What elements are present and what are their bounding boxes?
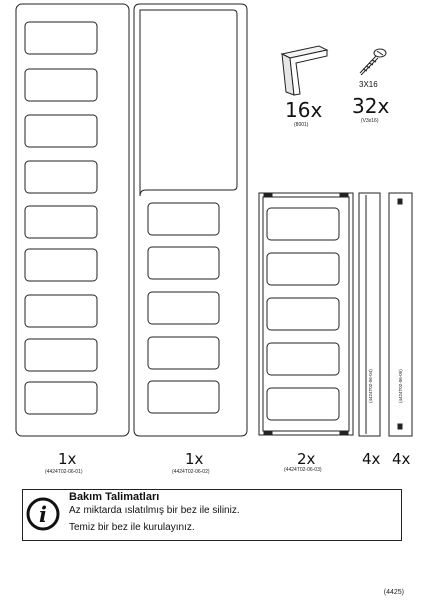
angle-bracket-code: (8001): [294, 122, 309, 128]
panel-left-quantity: 1x: [58, 450, 77, 468]
panel-left-code: (4424T02-06-01): [45, 469, 83, 475]
rail-a-quantity: 4x: [362, 450, 381, 468]
door-panel-code: (4424T02-06-03): [284, 467, 322, 473]
panel-left-drawing: [16, 4, 129, 436]
panel-right-quantity: 1x: [185, 450, 204, 468]
angle-bracket-quantity: 16x: [285, 98, 323, 122]
angle-bracket-icon: [282, 46, 327, 95]
door-panel-quantity: 2x: [297, 450, 316, 468]
care-line-1: Az miktarda ıslatılmış bir bez ile siliniz.: [69, 505, 240, 516]
screw-size-label: 3X16: [359, 80, 378, 89]
screw-code: (V3x16): [361, 118, 379, 124]
care-title: Bakım Talimatları: [69, 491, 160, 503]
rail-b-quantity: 4x: [392, 450, 411, 468]
door-panel-drawing: [259, 193, 353, 435]
screw-quantity: 32x: [352, 94, 390, 118]
screw-icon: [360, 49, 386, 75]
panel-right-code: (4424T02-06-02): [172, 469, 210, 475]
document-number: (4425): [383, 589, 404, 596]
care-line-2: Temiz bir bez ile kurulayınız.: [69, 522, 195, 533]
svg-text:i: i: [39, 502, 47, 527]
panel-right-drawing: [134, 4, 247, 436]
rail-b-code: (4424T02-06-05): [398, 369, 403, 403]
rail-a-code: (4424T02-06-04): [368, 369, 373, 403]
